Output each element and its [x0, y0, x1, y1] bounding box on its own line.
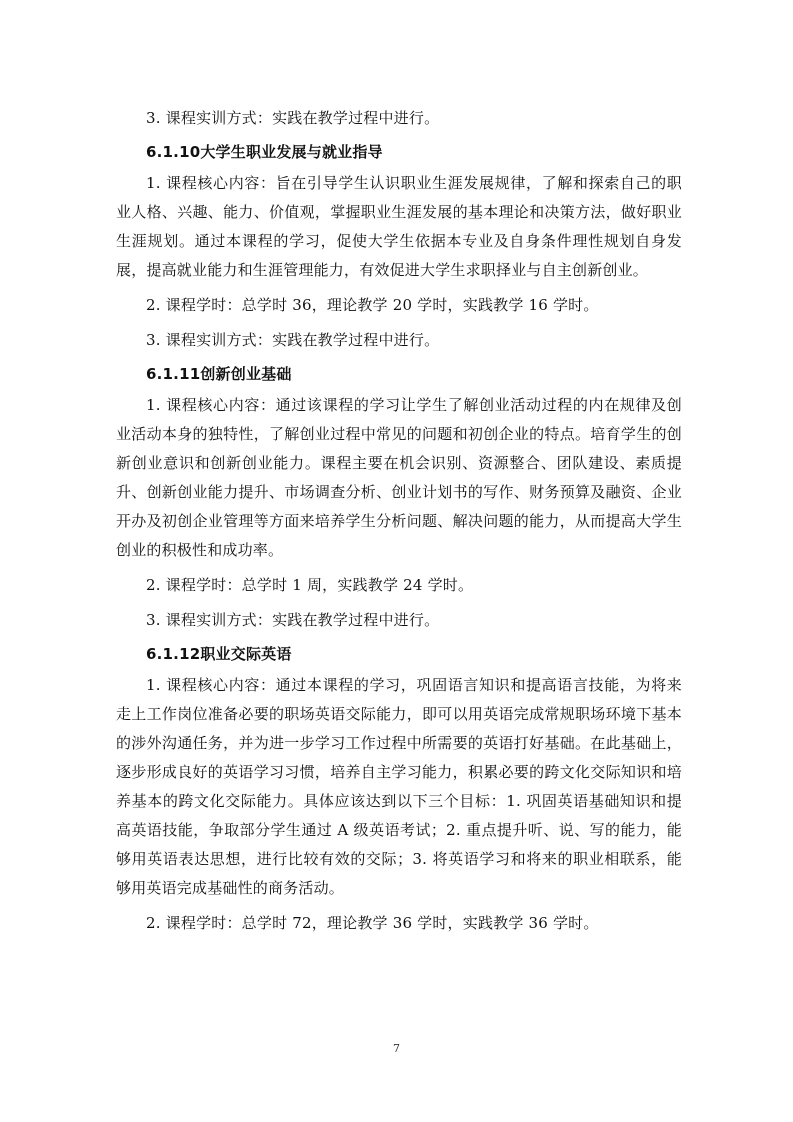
document-body: [116, 104, 682, 944]
section-heading-innovation-entrepreneurship: 6.1.11创新创业基础: [146, 365, 292, 383]
section-heading-career-guidance: 6.1.10大学生职业发展与就业指导: [146, 143, 383, 161]
practice-method-text: 3. 课程实训方式：实践在教学过程中进行。: [146, 331, 440, 349]
core-content-text: 1. 课程核心内容：旨在引导学生认识职业生涯发展规律，了解和探索自己的职业人格、兴趣、能力、价值观，掌握职业生涯发展的基本理论和决策方法，做好职业生涯规划。通过本课程的学习，促使大学生依据本专业及自身条件理性规划自身发展，提高就业能力和生涯管理能力，有效促进大学生求职择业与自主创新创业。: [116, 174, 682, 279]
core-content-text: 1. 课程核心内容：通过该课程的学习让学生了解创业活动过程的内在规律及创业活动本身的独特性，了解创业过程中常见的问题和初创企业的特点。培育学生的创新创业意识和创新创业能力。课程主要在机会识别、资源整合、团队建设、素质提升、创新创业能力提升、市场调查分析、创业计划书的写作、财务预算及融资、企业开办及初创企业管理等方面来培养学生分析问题、解决问题的能力，从而提高大学生创业的积极性和成功率。: [116, 396, 682, 559]
section-heading-professional-english: 6.1.12职业交际英语: [146, 645, 292, 663]
practice-method-text: 3. 课程实训方式：实践在教学过程中进行。: [146, 109, 440, 127]
course-hours-text: 2. 课程学时：总学时 72，理论教学 36 学时，实践教学 36 学时。: [146, 914, 599, 932]
course-hours-text: 2. 课程学时：总学时 36，理论教学 20 学时，实践教学 16 学时。: [146, 296, 599, 314]
course-hours-text: 2. 课程学时：总学时 1 周，实践教学 24 学时。: [146, 576, 474, 594]
practice-method-text: 3. 课程实训方式：实践在教学过程中进行。: [146, 611, 440, 629]
page-number: 7: [393, 1042, 400, 1055]
core-content-text: 1. 课程核心内容：通过本课程的学习，巩固语言知识和提高语言技能，为将来走上工作岗位准备必要的职场英语交际能力，即可以用英语完成常规职场环境下基本的涉外沟通任务，并为进一步学习工作过程中所需要的英语打好基础。在此基础上，逐步形成良好的英语学习习惯，培养自主学习能力，积累必要的跨文化交际知识和培养基本的跨文化交际能力。具体应该达到以下三个目标：1. 巩固英语基础知识和提高英语技能，争取部分学生通过 A 级英语考试；2. 重点提升听、说、写的能力，能够用英语表达思想，进行比较有效的交际；3. 将英语学习和将来的职业相联系，能够用英语完成基础性的商务活动。: [116, 676, 682, 897]
